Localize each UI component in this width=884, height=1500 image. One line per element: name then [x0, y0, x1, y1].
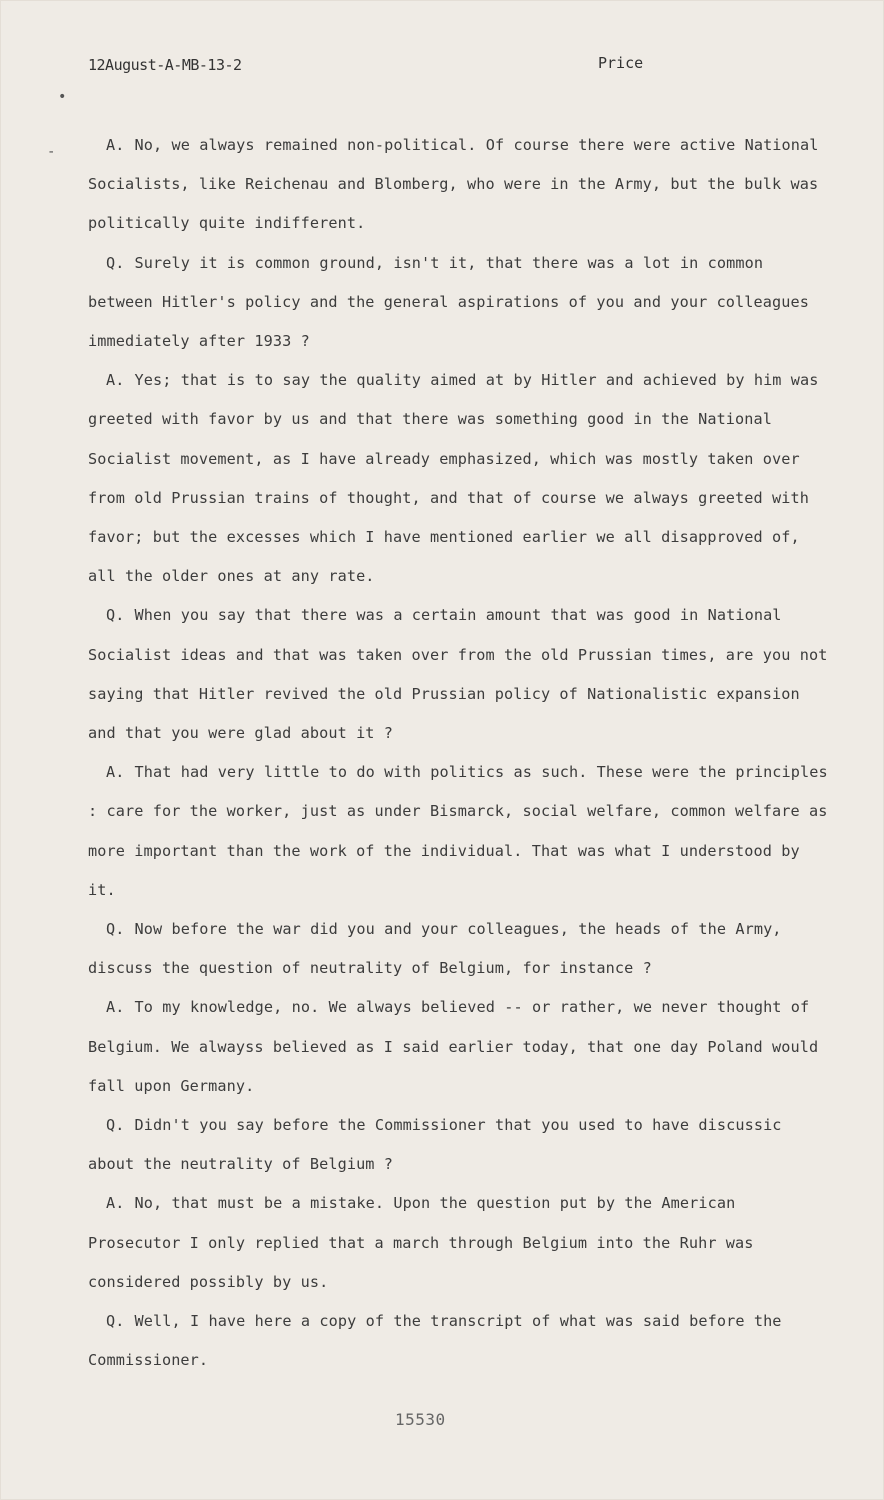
transcript-paragraph — [88, 1106, 828, 1184]
speaker-label: Q. — [106, 606, 125, 625]
transcript-paragraph — [88, 910, 828, 988]
margin-dash-mark: - — [47, 144, 56, 160]
paragraph-text: No, that must be a mistake. Upon the question put by the American Prosecutor I only replied that a march through Belgium into the Ruhr was considered possibly by us. — [88, 1194, 754, 1291]
speaker-label: A. — [106, 1194, 125, 1213]
transcript-paragraph — [88, 361, 828, 596]
paragraph-text: Well, I have here a copy of the transcript of what was said before the Commissioner. — [88, 1312, 782, 1370]
speaker-label: A. — [106, 136, 125, 154]
transcript-paragraph — [88, 1184, 828, 1302]
transcript-paragraph — [88, 753, 828, 910]
paragraph-text: Yes; that is to say the quality aimed at by Hitler and achieved by him was greeted with favor by us and that there was something good in the National Socialist movement, as I have already emphasized, which was mostly taken over from old Prussian trains of thought, and that of course we always greeted with favor; but the excesses which I have mentioned earlier we all disapproved of, all the older ones at any rate. — [88, 371, 819, 586]
paragraph-text: Surely it is common ground, isn't it, that there was a lot in common between Hitler's policy and the general aspirations of you and your colleagues immediately after 1933 ? — [88, 253, 810, 351]
paragraph-text: Didn't you say before the Commissioner that you used to have discussic about the neutrality of Belgium ? — [88, 1116, 782, 1174]
page-number: 15530 — [395, 1410, 446, 1429]
speaker-label: A. — [106, 998, 125, 1017]
paragraph-text: Now before the war did you and your colleagues, the heads of the Army, discuss the question of neutrality of Belgium, for instance ? — [88, 920, 782, 978]
transcript-paragraph — [88, 1302, 828, 1380]
speaker-label: Q. — [106, 920, 125, 939]
transcript-paragraph — [88, 988, 828, 1106]
speaker-label: A. — [106, 763, 125, 782]
speaker-label: A. — [106, 371, 125, 390]
paragraph-text: When you say that there was a certain amount that was good in National Socialist ideas and that was taken over from the old Prussian times, are you not saying that Hitler revived the old Prussian policy of Nationalistic expansion and that you were glad about it ? — [88, 606, 828, 743]
speaker-label: Q. — [106, 1312, 125, 1331]
transcript-paragraph — [88, 244, 828, 362]
paragraph-text: That had very little to do with politics as such. These were the principles : care for the worker, just as under Bismarck, social welfare, common welfare as more important than the work of the individual. That was what I understood by it. — [88, 763, 828, 899]
margin-dot-mark: • — [58, 89, 67, 105]
transcript-paragraph — [88, 596, 828, 753]
speaker-label: Q. — [106, 253, 125, 272]
document-reference: 12August-A-MB-13-2 — [88, 56, 242, 74]
paragraph-text: To my knowledge, no. We always believed -- or rather, we never thought of Belgium. We alwayss believed as I said earlier today, that one day Poland would fall upon Germany. — [88, 998, 819, 1095]
paragraph-text: No, we always remained non-political. Of course there were active National Socialists, like Reichenau and Blomberg, who were in the Army, but the bulk was politically quite indifferent. — [88, 136, 819, 233]
transcript-paragraph — [88, 126, 828, 244]
speaker-name-header: Price — [598, 54, 644, 72]
transcript-body — [88, 126, 828, 1381]
speaker-label: Q. — [106, 1116, 125, 1135]
